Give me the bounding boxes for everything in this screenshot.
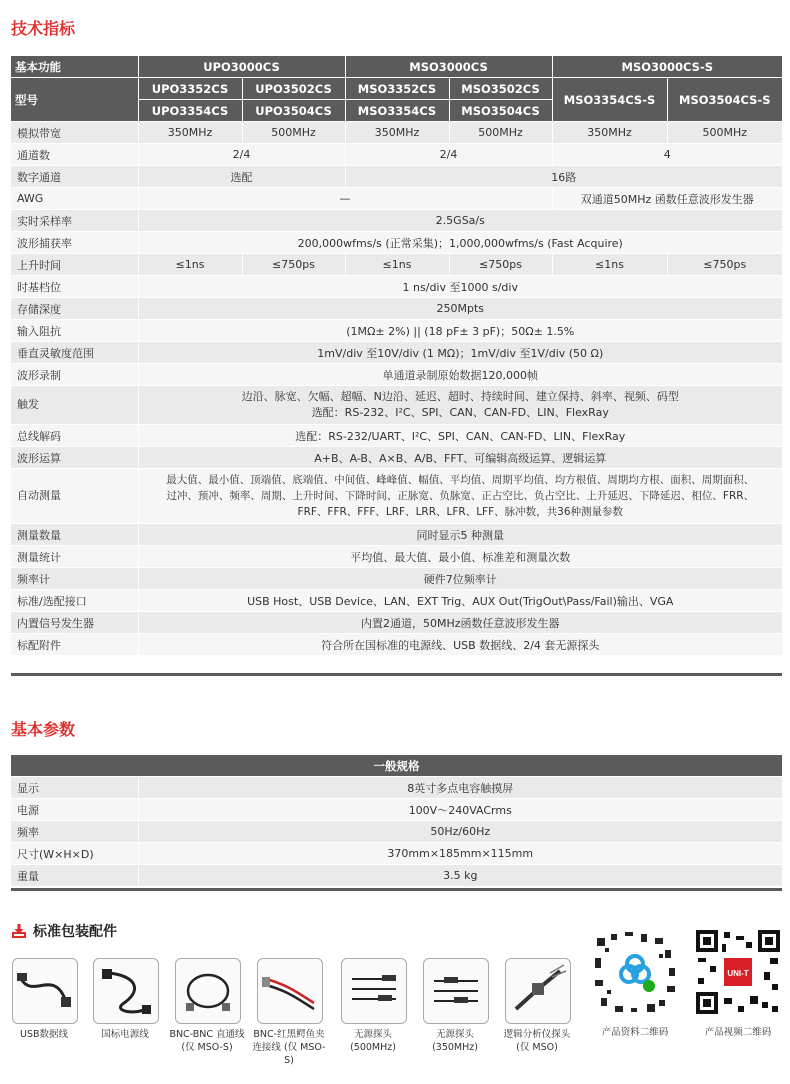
row-channels (11, 144, 782, 166)
cell: 2/4 (138, 144, 345, 166)
spec-table (11, 56, 782, 656)
cell (138, 469, 782, 524)
logic-probe-image (505, 958, 571, 1024)
basic-row (11, 799, 782, 821)
cell: ≤750ps (242, 254, 345, 276)
basic-table-end-bar (11, 888, 782, 891)
row-label: 波形录制 (11, 364, 138, 386)
cell-line: 最大值、最小值、顶端值、底端值、中间值、峰峰值、幅值、平均值、周期平均值、均方根值、周期均方根、面积、周期面积、 (166, 474, 755, 486)
basic-row (11, 843, 782, 865)
row-generator (11, 612, 782, 634)
qr-code-video (694, 928, 782, 1016)
family-mso-s: MSO3000CS-S (552, 56, 782, 78)
cell-line: 边沿、脉宽、欠幅、超幅、N边沿、延迟、超时、持续时间、建立保持、斜率、视频、码型 (241, 390, 679, 403)
row-label: 尺寸(W×H×D) (11, 843, 138, 865)
row-counter (11, 568, 782, 590)
cell: 内置2通道，50MHz函数任意波形发生器 (138, 612, 782, 634)
col-model: 型号 (11, 78, 138, 122)
cell: ≤1ns (345, 254, 449, 276)
cell: A+B、A-B、A×B、A/B、FFT、可编辑高级运算、逻辑运算 (138, 447, 782, 469)
general-spec-heading: 一般规格 (11, 755, 782, 777)
cell: ≤1ns (138, 254, 242, 276)
row-label: 总线解码 (11, 425, 138, 447)
cell: 符合所在国标准的电源线、USB 数据线、2/4 套无源探头 (138, 634, 782, 656)
row-label: 测量统计 (11, 546, 138, 568)
cell: — (138, 188, 552, 210)
uni-t-logo: UNI-T (727, 969, 749, 978)
cell: ≤750ps (667, 254, 782, 276)
probe-500mhz-image (341, 958, 407, 1024)
model-mso3354: MSO3354CS (345, 100, 449, 122)
package-title: 标准包装配件 (33, 924, 117, 940)
cell: 100V～240VACrms (138, 799, 782, 821)
model-upo3502: UPO3502CS (242, 78, 345, 100)
model-upo3352: UPO3352CS (138, 78, 242, 100)
cell: 500MHz (449, 122, 552, 144)
cell-line: 选配：RS-232、I²C、SPI、CAN、CAN-FD、LIN、FlexRay (311, 406, 609, 419)
cell: 50Hz/60Hz (138, 821, 782, 843)
cell: USB Host、USB Device、LAN、EXT Trig、AUX Out(TrigOut\Pass/Fail)输出、VGA (138, 590, 782, 612)
cell: 平均值、最大值、最小值、标准差和测量次数 (138, 546, 782, 568)
row-label: 触发 (11, 386, 138, 425)
family-upo: UPO3000CS (138, 56, 345, 78)
row-label: 重量 (11, 865, 138, 887)
row-auto-measure (11, 469, 782, 524)
row-measure-count (11, 524, 782, 546)
row-label: 电源 (11, 799, 138, 821)
row-label: 实时采样率 (11, 210, 138, 232)
row-label: 上升时间 (11, 254, 138, 276)
cell: 350MHz (552, 122, 667, 144)
package-label: 逻辑分析仪探头 (仅 MSO) (503, 1029, 571, 1053)
cell: 350MHz (345, 122, 449, 144)
cell: 370mm×185mm×115mm (138, 843, 782, 865)
row-math (11, 447, 782, 469)
row-label: 垂直灵敏度范围 (11, 342, 138, 364)
cell: 4 (552, 144, 782, 166)
row-accessories (11, 634, 782, 656)
qr-label-video: 产品视频二维码 (704, 1027, 772, 1038)
row-trigger (11, 386, 782, 425)
bnc-bnc-cable-image (175, 958, 241, 1024)
package-label: BNC-BNC 直通线 (仅 MSO-S) (169, 1029, 245, 1053)
package-label: 无源探头 (350MHz) (432, 1029, 478, 1053)
basic-table (11, 755, 782, 887)
header-family-row (11, 56, 782, 78)
section-title-specs: 技术指标 (11, 19, 76, 38)
col-basic-function: 基本功能 (11, 56, 138, 78)
cell: ≤750ps (449, 254, 552, 276)
cell: ≤1ns (552, 254, 667, 276)
row-awg (11, 188, 782, 210)
model-mso3504: MSO3504CS (449, 100, 552, 122)
cell: 200,000wfms/s (正常采集)；1,000,000wfms/s (Fast Acquire) (138, 232, 782, 254)
cell: 8英寸多点电容触摸屏 (138, 777, 782, 799)
basic-row (11, 777, 782, 799)
row-label: 输入阻抗 (11, 320, 138, 342)
package-heading (11, 921, 117, 941)
row-bandwidth (11, 122, 782, 144)
model-upo3504: UPO3504CS (242, 100, 345, 122)
download-box-icon (11, 923, 27, 939)
row-impedance (11, 320, 782, 342)
row-measure-stats (11, 546, 782, 568)
basic-row (11, 821, 782, 843)
cell: 硬件7位频率计 (138, 568, 782, 590)
cell: 2/4 (345, 144, 552, 166)
cell: 1mV/div 至10V/div (1 MΩ)；1mV/div 至1V/div (50 Ω) (138, 342, 782, 364)
row-digital (11, 166, 782, 188)
row-rise-time (11, 254, 782, 276)
row-label: 标准/选配接口 (11, 590, 138, 612)
cell: 1 ns/div 至1000 s/div (138, 276, 782, 298)
cell: 500MHz (667, 122, 782, 144)
family-mso: MSO3000CS (345, 56, 552, 78)
row-capture (11, 232, 782, 254)
model-mso3502: MSO3502CS (449, 78, 552, 100)
cell: 16路 (345, 166, 782, 188)
cell (138, 386, 782, 425)
qr-label-docs: 产品资料二维码 (601, 1027, 669, 1038)
cell: 2.5GSa/s (138, 210, 782, 232)
model-mso3352: MSO3352CS (345, 78, 449, 100)
basic-header-row (11, 755, 782, 777)
model-mso3504-s: MSO3504CS-S (667, 78, 782, 122)
spec-table-end-bar (11, 673, 782, 676)
row-label: 波形运算 (11, 447, 138, 469)
probe-350mhz-image (423, 958, 489, 1024)
model-upo3354: UPO3354CS (138, 100, 242, 122)
cell-line: FRF、FFR、FFF、LRF、LRR、LFR、LFF、脉冲数，共36种测量参数 (297, 506, 623, 518)
model-mso3354-s: MSO3354CS-S (552, 78, 667, 122)
row-interfaces (11, 590, 782, 612)
cell: (1MΩ± 2%) || (18 pF± 3 pF)；50Ω± 1.5% (138, 320, 782, 342)
cell: 单通道录制原始数据120,000帧 (138, 364, 782, 386)
cell: 选配 (138, 166, 345, 188)
header-model-row1 (11, 78, 782, 100)
row-label: 显示 (11, 777, 138, 799)
row-label: 波形捕获率 (11, 232, 138, 254)
row-label: AWG (11, 188, 138, 210)
row-label: 模拟带宽 (11, 122, 138, 144)
row-label: 内置信号发生器 (11, 612, 138, 634)
row-sample-rate (11, 210, 782, 232)
cell-line: 过冲、预冲、频率、周期、上升时间、下降时间、正脉宽、负脉宽、正占空比、负占空比、上升延迟、下降延迟、相位、FRR、 (166, 490, 755, 502)
row-label: 频率计 (11, 568, 138, 590)
cell: 500MHz (242, 122, 345, 144)
row-record (11, 364, 782, 386)
package-label: 无源探头 (500MHz) (350, 1029, 396, 1053)
row-label: 数字通道 (11, 166, 138, 188)
row-label: 存储深度 (11, 298, 138, 320)
cell: 选配：RS-232/UART、I²C、SPI、CAN、CAN-FD、LIN、FlexRay (138, 425, 782, 447)
basic-row (11, 865, 782, 887)
qr-code-docs (591, 928, 679, 1016)
cell: 350MHz (138, 122, 242, 144)
package-label: 国标电源线 (101, 1029, 149, 1040)
cell: 同时显示5 种测量 (138, 524, 782, 546)
power-cord-image (93, 958, 159, 1024)
bnc-clip-cable-image (257, 958, 323, 1024)
cell: 双通道50MHz 函数任意波形发生器 (552, 188, 782, 210)
row-label: 标配附件 (11, 634, 138, 656)
row-memory (11, 298, 782, 320)
package-label: USB数据线 (19, 1029, 68, 1040)
row-label: 测量数量 (11, 524, 138, 546)
package-label: BNC-红黑鳄鱼夹 连接线 (仅 MSO-S) (252, 1029, 326, 1066)
row-label: 通道数 (11, 144, 138, 166)
row-label: 自动测量 (11, 469, 138, 524)
cell: 250Mpts (138, 298, 782, 320)
usb-cable-image (12, 958, 78, 1024)
section-title-basic: 基本参数 (11, 720, 76, 739)
row-timebase (11, 276, 782, 298)
cell: 3.5 kg (138, 865, 782, 887)
row-label: 时基档位 (11, 276, 138, 298)
row-vertical (11, 342, 782, 364)
row-decode (11, 425, 782, 447)
row-label: 频率 (11, 821, 138, 843)
